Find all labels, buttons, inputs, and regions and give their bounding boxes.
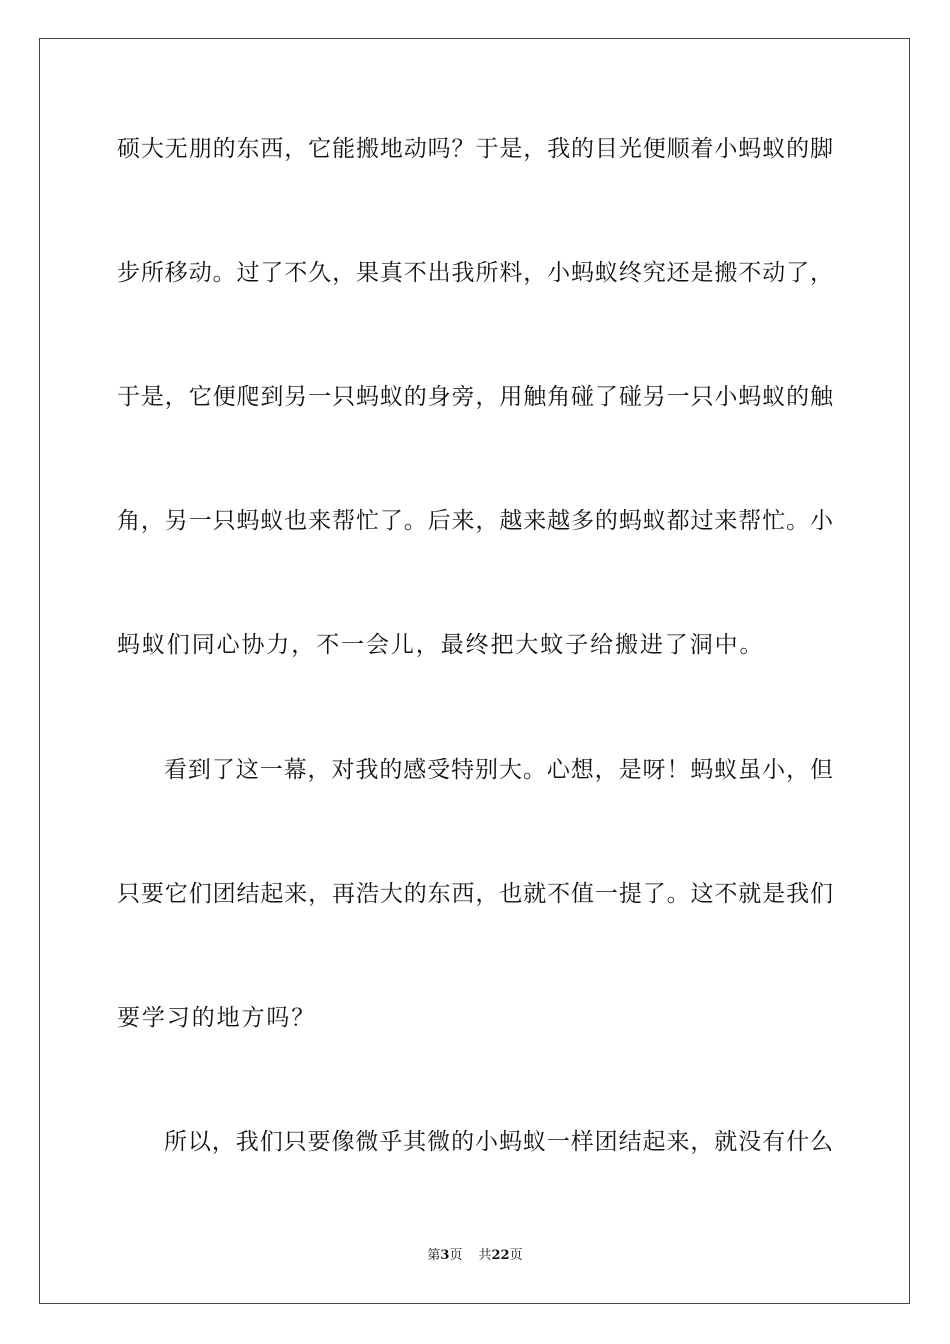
text-line: 步所移动。过了不久，果真不出我所料，小蚂蚁终究还是搬不动了， — [117, 260, 833, 286]
paragraph-start-line: 看到了这一幕，对我的感受特别大。心想，是呀！蚂蚁虽小，但 — [164, 757, 833, 783]
paragraph-start-line: 所以，我们只要像微乎其微的小蚂蚁一样团结起来，就没有什么 — [164, 1129, 833, 1155]
page-prefix: 第 — [427, 1248, 441, 1263]
text-line: 于是，它便爬到另一只蚂蚁的身旁，用触角碰了碰另一只小蚂蚁的触 — [117, 384, 833, 410]
total-prefix: 共 — [478, 1248, 492, 1263]
text-line: 硕大无朋的东西，它能搬地动吗？于是，我的目光便顺着小蚂蚁的脚 — [117, 136, 833, 162]
total-pages: 22 — [491, 1248, 510, 1263]
text-line: 角，另一只蚂蚁也来帮忙了。后来，越来越多的蚂蚁都过来帮忙。小 — [117, 508, 833, 534]
total-suffix: 页 — [509, 1248, 523, 1263]
text-line: 要学习的地方吗？ — [117, 1005, 317, 1031]
page-footer — [0, 1247, 950, 1265]
text-line: 只要它们团结起来，再浩大的东西，也就不值一提了。这不就是我们 — [117, 881, 833, 907]
page-border — [39, 38, 910, 1304]
page-suffix: 页 — [449, 1248, 463, 1263]
page-number: 3 — [440, 1248, 450, 1263]
text-line: 蚂蚁们同心协力，不一会儿，最终把大蚊子给搬进了洞中。 — [117, 632, 765, 658]
